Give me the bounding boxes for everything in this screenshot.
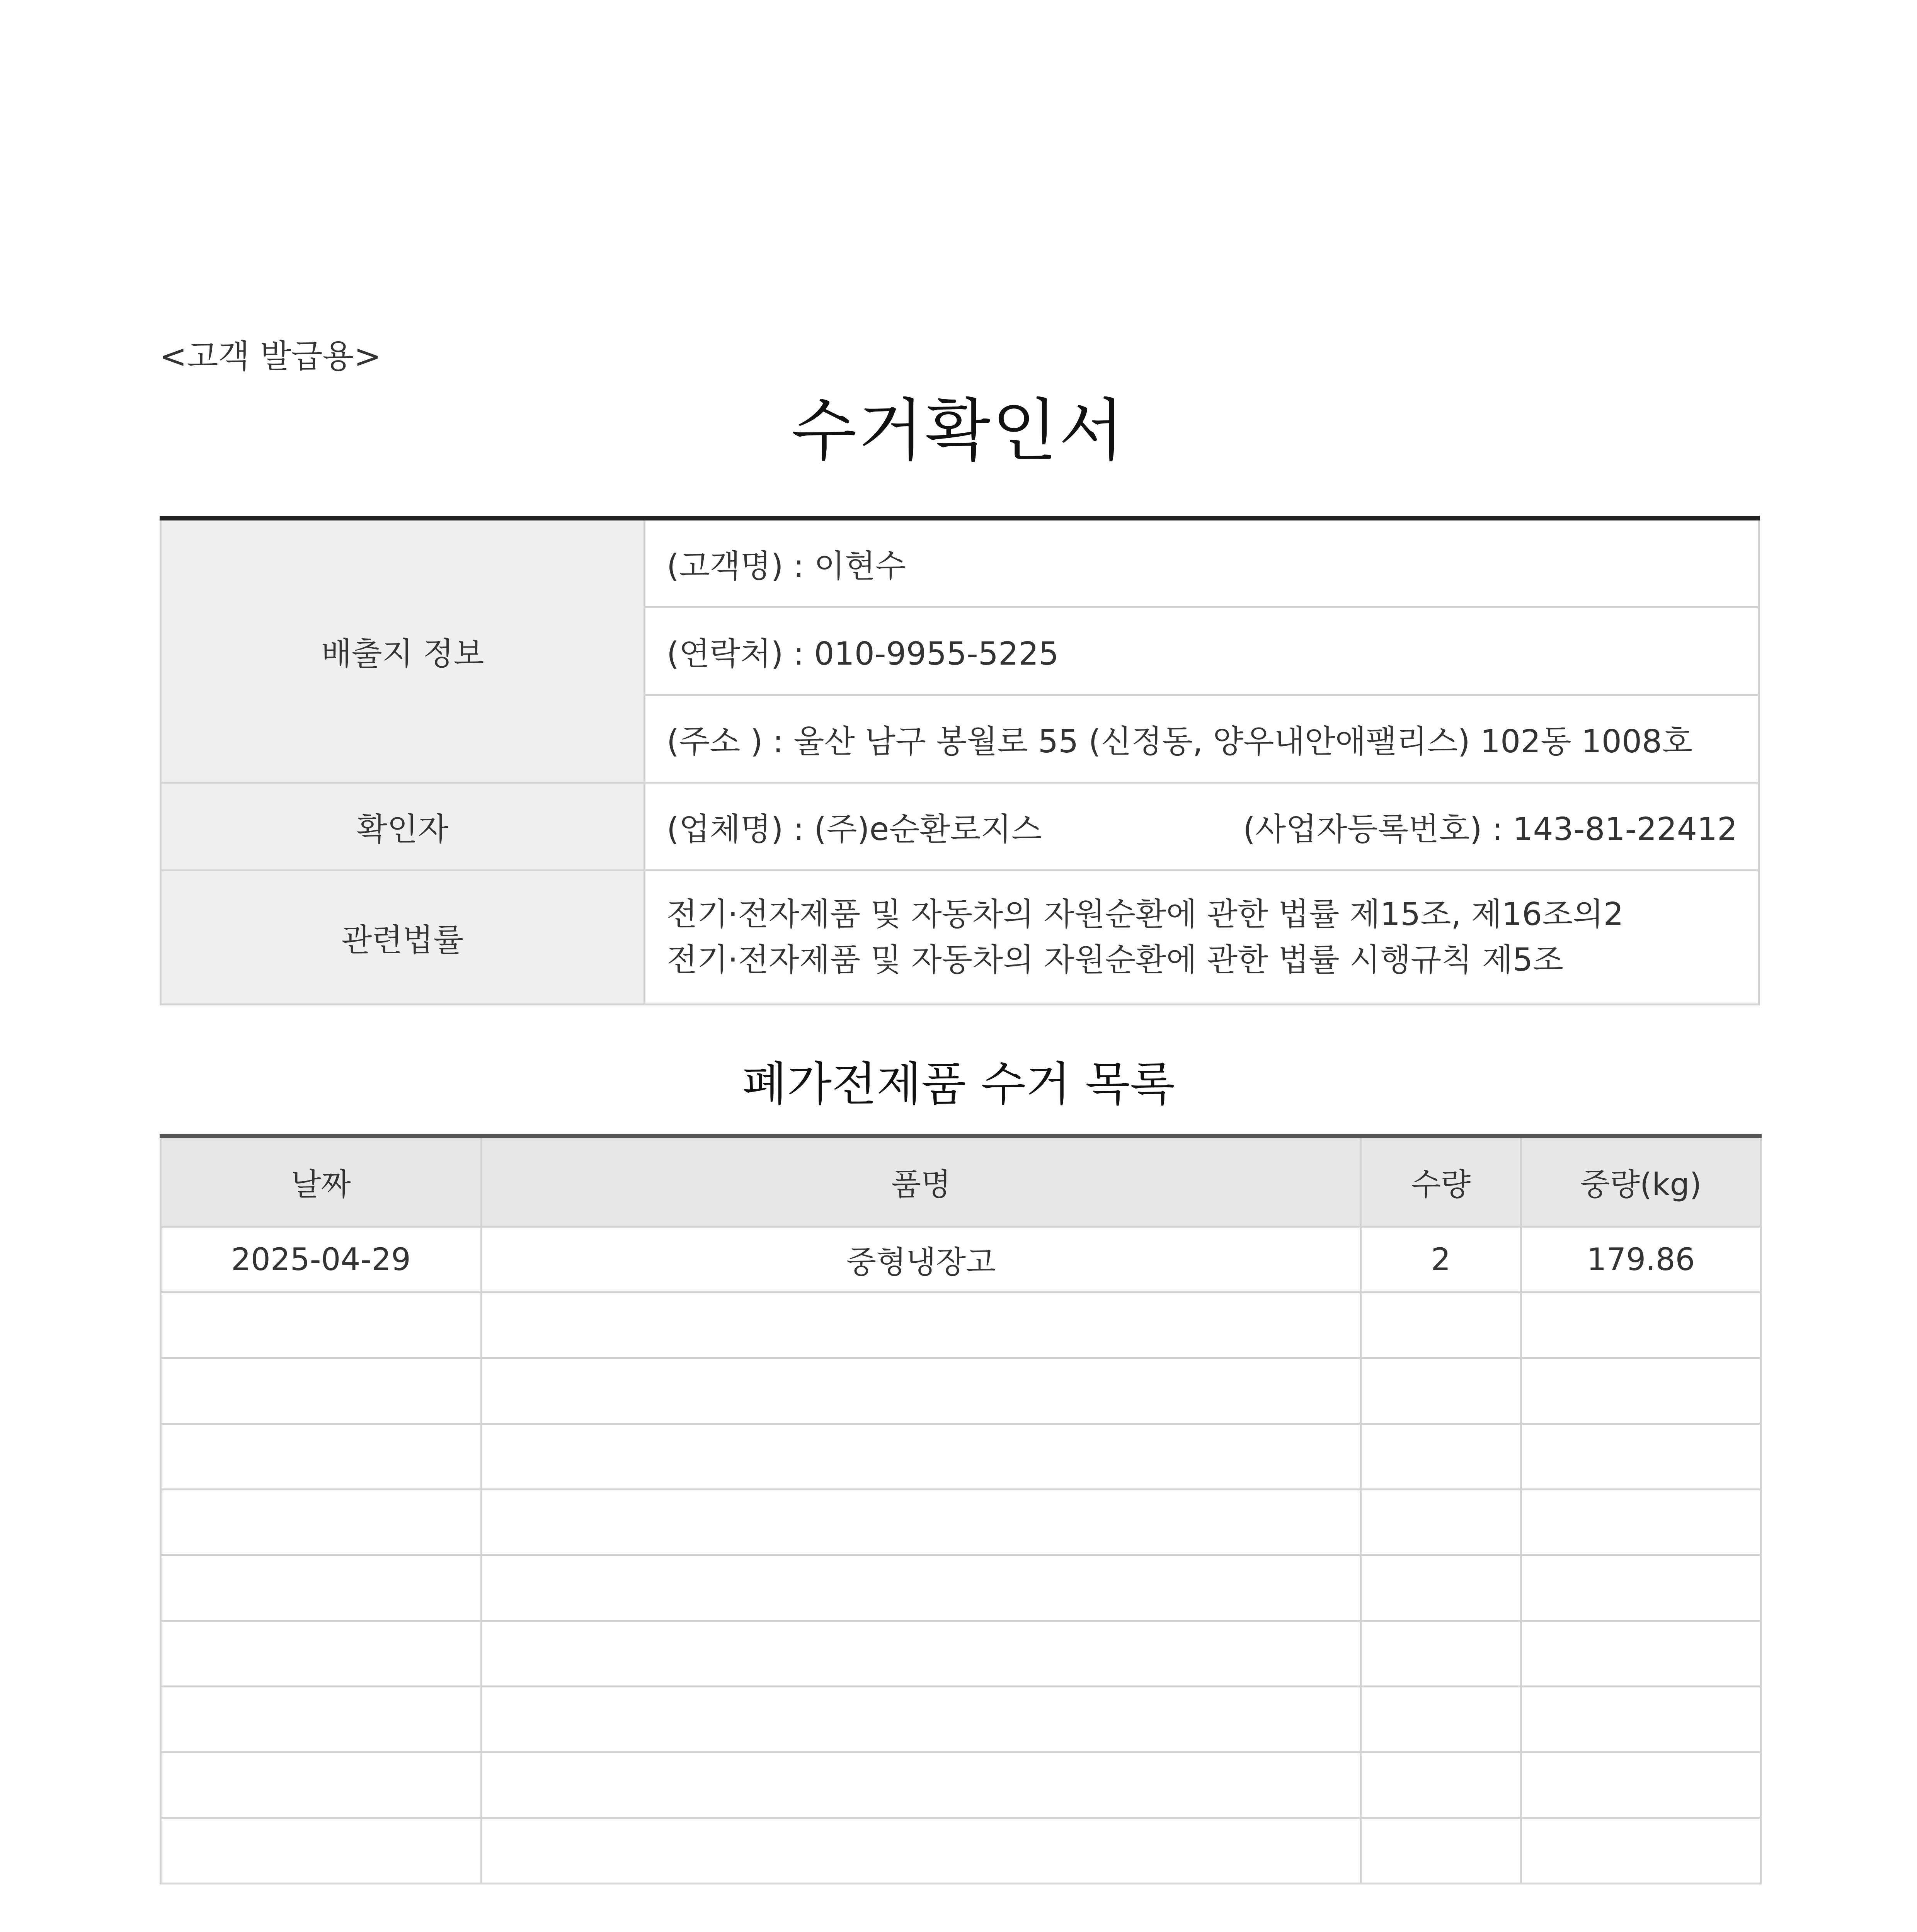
header-date: 날짜 — [161, 1136, 482, 1227]
cell-item — [482, 1752, 1361, 1818]
header-quantity: 수량 — [1361, 1136, 1521, 1227]
table-row — [161, 1687, 1761, 1752]
cell-quantity — [1361, 1555, 1521, 1621]
info-row — [161, 518, 1759, 607]
cell-date — [161, 1687, 482, 1752]
cell-quantity — [1361, 1818, 1521, 1884]
cell-quantity — [1361, 1358, 1521, 1424]
list-title: 폐가전제품 수거 목록 — [742, 1058, 1175, 1111]
cell-weight — [1521, 1621, 1761, 1687]
cell-weight — [1521, 1818, 1761, 1884]
customer-name: (고객명) : 이현수 — [645, 518, 1759, 607]
cell-date: 2025-04-29 — [161, 1227, 482, 1293]
cell-date — [161, 1621, 482, 1687]
header-item: 품명 — [482, 1136, 1361, 1227]
cell-item — [482, 1555, 1361, 1621]
table-row — [161, 1752, 1761, 1818]
copy-label: <고객 발급용> — [160, 337, 381, 375]
cell-weight — [1521, 1490, 1761, 1555]
cell-date — [161, 1293, 482, 1358]
cell-date — [161, 1358, 482, 1424]
customer-contact: (연락처) : 010-9955-5225 — [645, 607, 1759, 695]
cell-item — [482, 1358, 1361, 1424]
cell-date — [161, 1818, 482, 1884]
law-line: 전기·전자제품 및 자동차의 자원순환에 관한 법률 제15조, 제16조의2 — [667, 896, 1624, 933]
table-header-row — [161, 1136, 1761, 1227]
cell-quantity — [1361, 1490, 1521, 1555]
cell-weight — [1521, 1424, 1761, 1490]
table-row — [161, 1818, 1761, 1884]
cell-quantity — [1361, 1687, 1521, 1752]
cell-quantity — [1361, 1621, 1521, 1687]
table-row — [161, 1358, 1761, 1424]
cell-weight: 179.86 — [1521, 1227, 1761, 1293]
header-weight: 중량(kg) — [1521, 1136, 1761, 1227]
law-line: 전기·전자제품 및 자동차의 자원순환에 관한 법률 시행규칙 제5조 — [667, 942, 1564, 978]
items-table — [160, 1134, 1762, 1884]
cell-item — [482, 1424, 1361, 1490]
business-number: (사업자등록번호) : 143-81-22412 — [1243, 811, 1738, 848]
cell-item — [482, 1687, 1361, 1752]
cell-item — [482, 1818, 1361, 1884]
cell-item — [482, 1490, 1361, 1555]
table-row — [161, 1555, 1761, 1621]
info-row — [161, 783, 1759, 871]
table-row — [161, 1490, 1761, 1555]
confirmer-info — [645, 783, 1759, 871]
table-row — [161, 1227, 1761, 1293]
info-table — [160, 516, 1760, 1005]
table-row — [161, 1424, 1761, 1490]
cell-weight — [1521, 1293, 1761, 1358]
law-label: 관련법률 — [161, 871, 645, 1005]
cell-date — [161, 1490, 482, 1555]
cell-weight — [1521, 1555, 1761, 1621]
cell-date — [161, 1752, 482, 1818]
info-row — [161, 871, 1759, 1005]
document-title: 수거확인서 — [791, 392, 1126, 470]
table-row — [161, 1293, 1761, 1358]
cell-weight — [1521, 1687, 1761, 1752]
source-info-label: 배출지 정보 — [161, 518, 645, 783]
cell-quantity: 2 — [1361, 1227, 1521, 1293]
table-row — [161, 1621, 1761, 1687]
cell-weight — [1521, 1358, 1761, 1424]
cell-date — [161, 1555, 482, 1621]
cell-quantity — [1361, 1424, 1521, 1490]
customer-address: (주소 ) : 울산 남구 봉월로 55 (신정동, 양우내안애팰리스) 102동 1008호 — [645, 695, 1759, 783]
cell-quantity — [1361, 1293, 1521, 1358]
cell-item: 중형냉장고 — [482, 1227, 1361, 1293]
cell-weight — [1521, 1752, 1761, 1818]
cell-date — [161, 1424, 482, 1490]
confirmer-label: 확인자 — [161, 783, 645, 871]
company-name: (업체명) : (주)e순환로지스 — [667, 811, 1042, 848]
cell-item — [482, 1293, 1361, 1358]
cell-item — [482, 1621, 1361, 1687]
law-text — [645, 871, 1759, 1005]
cell-quantity — [1361, 1752, 1521, 1818]
